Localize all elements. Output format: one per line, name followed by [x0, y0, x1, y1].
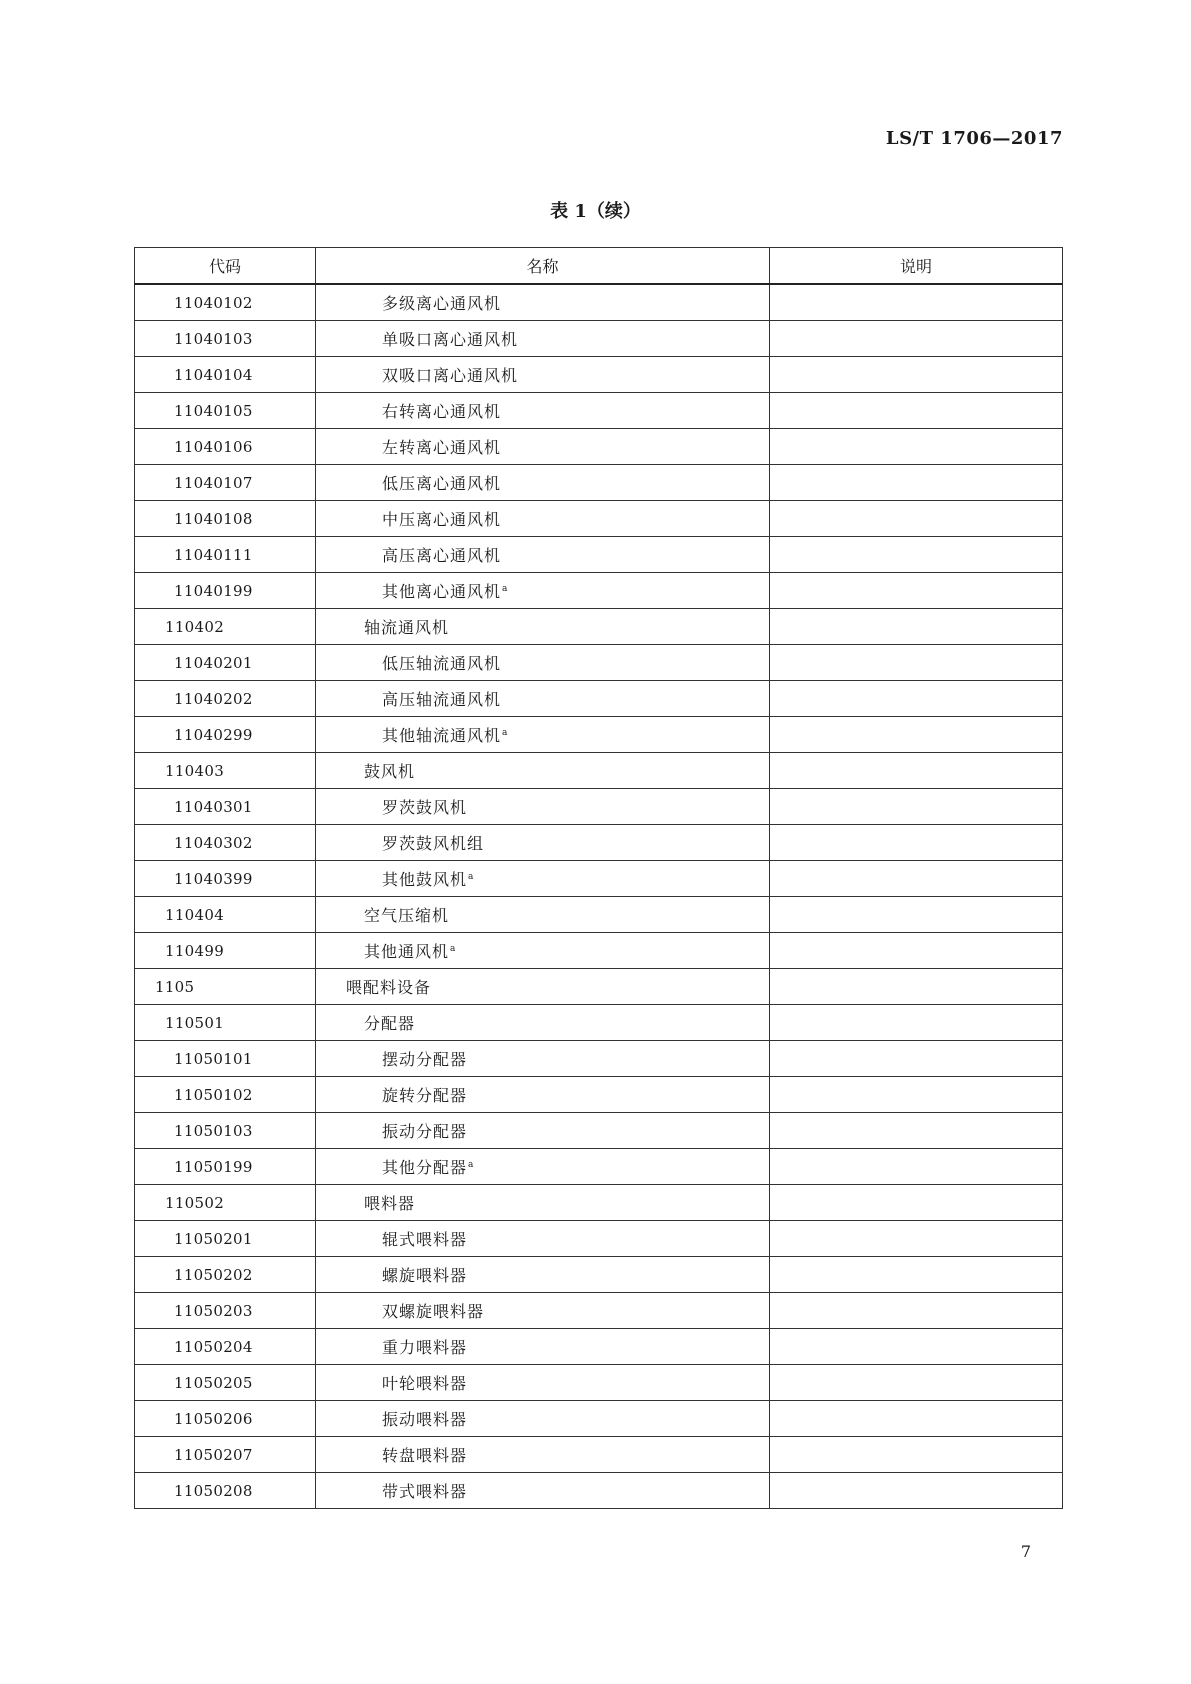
name-text: 其他通风机: [364, 942, 450, 961]
note-cell: [770, 573, 1063, 609]
table-row: [135, 753, 1063, 789]
name-cell: [316, 284, 770, 321]
name-cell: [316, 1437, 770, 1473]
note-cell: [770, 861, 1063, 897]
name-cell: [316, 1113, 770, 1149]
code-cell: 11050199: [135, 1149, 316, 1185]
name-text: 振动分配器: [382, 1122, 468, 1141]
table-row: [135, 897, 1063, 933]
table-row: [135, 573, 1063, 609]
table-row: [135, 1113, 1063, 1149]
name-cell: [316, 357, 770, 393]
name-text: 多级离心通风机: [382, 294, 502, 313]
note-cell: [770, 465, 1063, 501]
code-cell: 11050102: [135, 1077, 316, 1113]
standard-code: LS/T 1706—2017: [885, 128, 1063, 149]
note-cell: [770, 753, 1063, 789]
table-row: [135, 465, 1063, 501]
table-row: [135, 501, 1063, 537]
table-body: [135, 284, 1063, 1509]
table-row: [135, 393, 1063, 429]
note-cell: [770, 393, 1063, 429]
name-text: 高压轴流通风机: [382, 690, 502, 709]
name-cell: [316, 321, 770, 357]
table-row: [135, 1329, 1063, 1365]
table-row: [135, 717, 1063, 753]
code-cell: 11040299: [135, 717, 316, 753]
note-cell: [770, 284, 1063, 321]
code-cell: 11040399: [135, 861, 316, 897]
table-row: [135, 1185, 1063, 1221]
name-text: 振动喂料器: [382, 1410, 468, 1429]
table-row: [135, 321, 1063, 357]
name-text: 带式喂料器: [382, 1482, 468, 1501]
name-cell: [316, 969, 770, 1005]
name-cell: [316, 753, 770, 789]
code-cell: 110402: [135, 609, 316, 645]
note-cell: [770, 1257, 1063, 1293]
name-text: 低压离心通风机: [382, 474, 502, 493]
table-row: [135, 284, 1063, 321]
code-cell: 11050103: [135, 1113, 316, 1149]
code-cell: 11040111: [135, 537, 316, 573]
code-cell: 11040102: [135, 284, 316, 321]
table-row: [135, 1293, 1063, 1329]
table-row: [135, 789, 1063, 825]
name-cell: [316, 537, 770, 573]
page-number: 7: [1020, 1542, 1031, 1561]
name-cell: [316, 897, 770, 933]
footnote-marker: a: [468, 871, 474, 882]
name-text: 其他离心通风机: [382, 582, 502, 601]
name-text: 罗茨鼓风机组: [382, 834, 485, 853]
name-cell: [316, 645, 770, 681]
code-cell: 11040199: [135, 573, 316, 609]
name-text: 分配器: [364, 1014, 416, 1033]
name-text: 其他分配器: [382, 1158, 468, 1177]
name-text: 重力喂料器: [382, 1338, 468, 1357]
name-text: 鼓风机: [364, 762, 416, 781]
note-cell: [770, 1329, 1063, 1365]
name-text: 罗茨鼓风机: [382, 798, 468, 817]
note-cell: [770, 1185, 1063, 1221]
name-text: 喂料器: [364, 1194, 416, 1213]
code-cell: 11040202: [135, 681, 316, 717]
name-cell: [316, 717, 770, 753]
name-text: 中压离心通风机: [382, 510, 502, 529]
table-row: [135, 1437, 1063, 1473]
code-cell: 110501: [135, 1005, 316, 1041]
code-cell: 11050206: [135, 1401, 316, 1437]
code-cell: 11050101: [135, 1041, 316, 1077]
name-text: 双吸口离心通风机: [382, 366, 519, 385]
name-cell: [316, 789, 770, 825]
name-cell: [316, 861, 770, 897]
table-row: [135, 1005, 1063, 1041]
table-row: [135, 1365, 1063, 1401]
note-cell: [770, 321, 1063, 357]
name-text: 单吸口离心通风机: [382, 330, 519, 349]
name-cell: [316, 1005, 770, 1041]
name-cell: [316, 1329, 770, 1365]
note-cell: [770, 609, 1063, 645]
table-row: [135, 933, 1063, 969]
name-text: 摆动分配器: [382, 1050, 468, 1069]
code-cell: 11050204: [135, 1329, 316, 1365]
note-cell: [770, 681, 1063, 717]
note-cell: [770, 1293, 1063, 1329]
table-row: [135, 825, 1063, 861]
note-cell: [770, 429, 1063, 465]
note-cell: [770, 717, 1063, 753]
table-row: [135, 1473, 1063, 1509]
name-text: 右转离心通风机: [382, 402, 502, 421]
code-cell: 11050201: [135, 1221, 316, 1257]
code-cell: 1105: [135, 969, 316, 1005]
code-cell: 11040301: [135, 789, 316, 825]
name-cell: [316, 681, 770, 717]
name-cell: [316, 1149, 770, 1185]
note-cell: [770, 933, 1063, 969]
note-cell: [770, 1401, 1063, 1437]
note-cell: [770, 1149, 1063, 1185]
code-cell: 11040107: [135, 465, 316, 501]
footnote-marker: a: [502, 583, 508, 594]
name-text: 螺旋喂料器: [382, 1266, 468, 1285]
table-row: [135, 1077, 1063, 1113]
table-row: [135, 357, 1063, 393]
name-cell: [316, 825, 770, 861]
table-row: [135, 429, 1063, 465]
code-cell: 11050208: [135, 1473, 316, 1509]
note-cell: [770, 1005, 1063, 1041]
classification-code-table: [134, 247, 1063, 1509]
note-cell: [770, 1221, 1063, 1257]
table-row: [135, 1221, 1063, 1257]
name-text: 高压离心通风机: [382, 546, 502, 565]
code-cell: 11050207: [135, 1437, 316, 1473]
note-cell: [770, 645, 1063, 681]
name-text: 空气压缩机: [364, 906, 450, 925]
table-title: 表 1（续）: [550, 201, 641, 222]
column-header-name: 名称: [316, 248, 770, 285]
name-cell: [316, 933, 770, 969]
table-row: [135, 609, 1063, 645]
code-cell: 11050205: [135, 1365, 316, 1401]
name-cell: [316, 1221, 770, 1257]
table-row: [135, 537, 1063, 573]
table-row: [135, 645, 1063, 681]
name-cell: [316, 1077, 770, 1113]
table-row: [135, 1401, 1063, 1437]
note-cell: [770, 825, 1063, 861]
code-cell: 11040106: [135, 429, 316, 465]
name-cell: [316, 393, 770, 429]
note-cell: [770, 1437, 1063, 1473]
table-row: [135, 969, 1063, 1005]
column-header-note: 说明: [770, 248, 1063, 285]
code-cell: 11040104: [135, 357, 316, 393]
code-cell: 110404: [135, 897, 316, 933]
name-text: 叶轮喂料器: [382, 1374, 468, 1393]
name-cell: [316, 1365, 770, 1401]
footnote-marker: a: [450, 943, 456, 954]
name-cell: [316, 1473, 770, 1509]
note-cell: [770, 1113, 1063, 1149]
name-cell: [316, 1293, 770, 1329]
name-text: 喂配料设备: [346, 978, 432, 997]
note-cell: [770, 1077, 1063, 1113]
name-cell: [316, 1401, 770, 1437]
code-cell: 110403: [135, 753, 316, 789]
name-text: 转盘喂料器: [382, 1446, 468, 1465]
name-cell: [316, 429, 770, 465]
name-text: 旋转分配器: [382, 1086, 468, 1105]
note-cell: [770, 1473, 1063, 1509]
name-text: 低压轴流通风机: [382, 654, 502, 673]
table-row: [135, 681, 1063, 717]
name-text: 辊式喂料器: [382, 1230, 468, 1249]
table-header: [135, 248, 1063, 285]
name-cell: [316, 501, 770, 537]
name-cell: [316, 1185, 770, 1221]
column-header-code: 代码: [135, 248, 316, 285]
table-row: [135, 1257, 1063, 1293]
name-text: 其他鼓风机: [382, 870, 468, 889]
footnote-marker: a: [468, 1159, 474, 1170]
note-cell: [770, 897, 1063, 933]
name-cell: [316, 465, 770, 501]
table-row: [135, 1041, 1063, 1077]
code-cell: 11040105: [135, 393, 316, 429]
note-cell: [770, 357, 1063, 393]
note-cell: [770, 789, 1063, 825]
code-cell: 11050202: [135, 1257, 316, 1293]
code-cell: 11050203: [135, 1293, 316, 1329]
note-cell: [770, 537, 1063, 573]
table-row: [135, 1149, 1063, 1185]
table-row: [135, 861, 1063, 897]
note-cell: [770, 969, 1063, 1005]
note-cell: [770, 1041, 1063, 1077]
code-cell: 11040201: [135, 645, 316, 681]
name-text: 其他轴流通风机: [382, 726, 502, 745]
name-text: 轴流通风机: [364, 618, 450, 637]
name-text: 左转离心通风机: [382, 438, 502, 457]
code-cell: 110502: [135, 1185, 316, 1221]
code-cell: 110499: [135, 933, 316, 969]
table-header-row: [135, 248, 1063, 285]
name-cell: [316, 573, 770, 609]
code-cell: 11040103: [135, 321, 316, 357]
footnote-marker: a: [502, 727, 508, 738]
note-cell: [770, 1365, 1063, 1401]
name-cell: [316, 1257, 770, 1293]
name-text: 双螺旋喂料器: [382, 1302, 485, 1321]
name-cell: [316, 1041, 770, 1077]
note-cell: [770, 501, 1063, 537]
name-cell: [316, 609, 770, 645]
code-cell: 11040108: [135, 501, 316, 537]
code-cell: 11040302: [135, 825, 316, 861]
